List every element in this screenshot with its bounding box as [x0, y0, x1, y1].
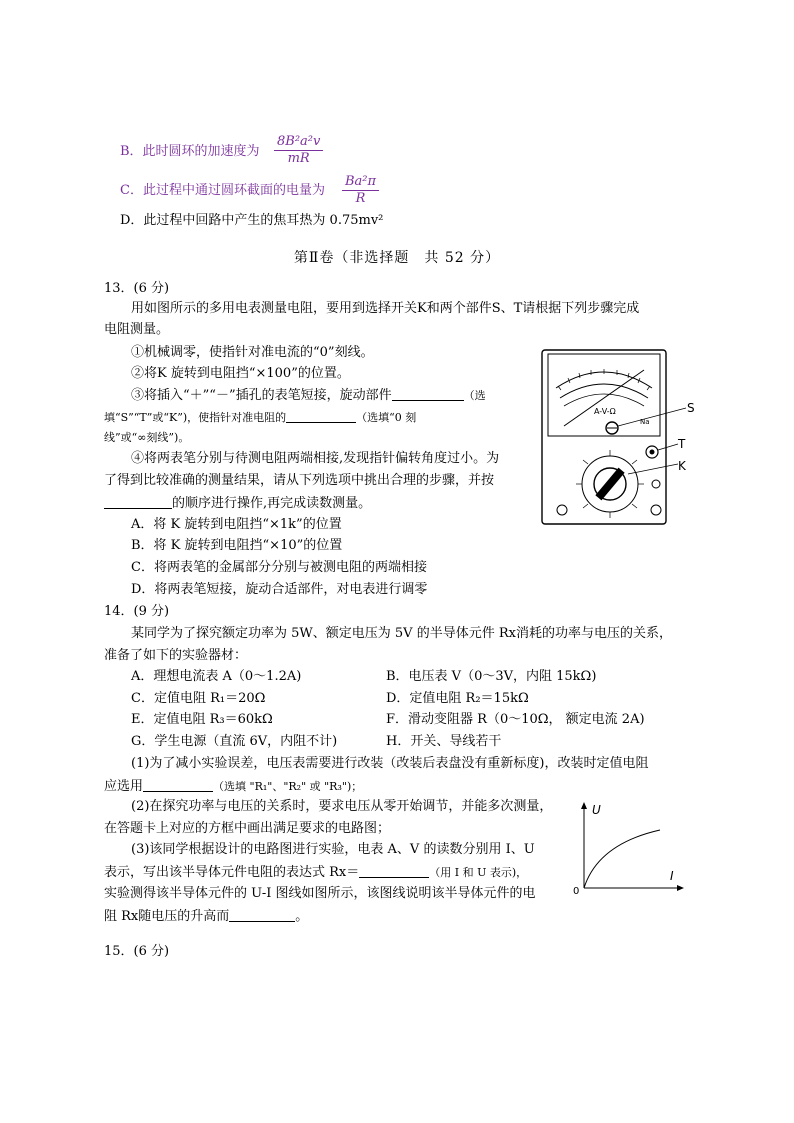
meter-label-k: K [678, 459, 686, 473]
meter-part-t-center [650, 450, 655, 455]
q14-item-a: A．理想电流表 A（0～1.2A) [131, 669, 302, 684]
ui-graph-x-arrow [677, 885, 684, 891]
q13-blank-scale[interactable] [286, 408, 356, 423]
q13-step-4a: ④将两表笔分别与待测电阻两端相接,发现指针偏转角度过小。为 [131, 451, 500, 466]
meter-label-s: S [687, 401, 695, 415]
q14-head: 14．(9 分) [104, 604, 170, 619]
option-c-denominator: R [355, 191, 366, 206]
q14-part-3e: 阻 Rx随电压的升高而 [104, 909, 230, 924]
q14-part-3-line4 [104, 907, 308, 926]
q13-blank-order[interactable] [104, 494, 172, 509]
ui-graph-y-arrow [581, 802, 587, 809]
q13-option-d: D．将两表笔短接，旋动合适部件，对电表进行调零 [131, 582, 428, 597]
option-d: D．此过程中回路中产生的焦耳热为 0.75mv² [120, 213, 384, 228]
q13-step-1: ①机械调零，使指针对准电流的“0”刻线。 [131, 345, 374, 360]
q14-item-h: H．开关、导线若干 [386, 734, 502, 749]
meter-jack-extra[interactable] [652, 480, 660, 488]
ui-graph-x-label: I [670, 869, 674, 883]
q13-intro-1: 用如图所示的多用电表测量电阻，要用到选择开关K和两个部件S、T请根据下列步骤完成 [131, 301, 640, 316]
ui-graph-y-label: U [592, 803, 601, 817]
q14-intro-2: 准备了如下的实验器材： [104, 648, 248, 663]
option-b-label: B．此时圆环的加速度为 [120, 144, 260, 159]
q14-part-3d: 实验测得该半导体元件的 U-I 图线如图所示，该图线说明该半导体元件的电 [104, 886, 536, 901]
q14-part-1a: (1)为了减小实验误差，电压表需要进行改装（改装后表盘没有重新标度)，改装时定值电阻 [131, 756, 649, 771]
q14-part-1c: （选填 "R₁"、"R₂" 或 "R₃")； [213, 780, 363, 793]
option-b [120, 143, 260, 161]
q14-blank-trend[interactable] [229, 907, 295, 922]
q13-step-3a: ③将插入“＋”“－”插孔的表笔短接，旋动部件 [131, 388, 392, 403]
q14-part-3-line2 [104, 863, 527, 882]
q13-step-3e: 线”或“∞刻线”)。 [104, 431, 190, 444]
q13-blank-part[interactable] [392, 386, 464, 401]
q13-step-3c: 填“S”“T”或“K”)，使指针对准电阻的 [104, 411, 287, 424]
section-title: 第Ⅱ卷（非选择题 共 52 分） [293, 250, 501, 266]
q14-blank-resistor[interactable] [143, 777, 213, 792]
q14-part-3f: 。 [295, 909, 309, 924]
q14-item-d: D．定值电阻 R₂＝15kΩ [386, 691, 529, 706]
meter-label-t: T [678, 437, 686, 451]
option-b-fraction [274, 134, 323, 167]
q14-part-3b: 表示，写出该半导体元件电阻的表达式 Rx＝ [104, 865, 360, 880]
q13-step-3-line2 [104, 408, 416, 427]
q14-part-3a: (3)该同学根据设计的电路图进行实验，电表 A、V 的读数分别用 I、U [131, 842, 535, 857]
q13-head: 13．(6 分) [104, 281, 170, 296]
option-c-label: C．此过程中通过圆环截面的电量为 [120, 183, 325, 198]
option-b-denominator: mR [287, 151, 310, 166]
ui-graph-origin: 0 [573, 886, 580, 897]
q13-step-2: ②将K 旋转到电阻挡“×100”的位置。 [131, 366, 350, 381]
q14-item-f: F．滑动变阻器 R（0～10Ω， 额定电流 2A) [386, 712, 645, 727]
q14-part-2a: (2)在探究功率与电压的关系时，要求电压从零开始调节，并能多次测量， [131, 799, 553, 814]
q14-part-1b: 应选用 [104, 779, 144, 794]
q15-head: 15．(6 分) [104, 944, 170, 959]
meter-jack-plus[interactable] [651, 505, 661, 515]
q13-option-a: A．将 K 旋转到电阻挡“×1k”的位置 [131, 517, 342, 532]
meter-na-label: Na [640, 418, 650, 426]
ui-graph [570, 800, 690, 900]
q13-step-4c: 的顺序进行操作,再完成读数测量。 [172, 496, 372, 511]
q13-step-3d: （选填“0 刻 [356, 411, 417, 424]
meter-jack-minus[interactable] [557, 505, 567, 515]
q13-step-4b: 了得到比较准确的测量结果，请从下列选项中挑出合理的步骤，并按 [104, 473, 495, 488]
multimeter-figure [536, 348, 708, 528]
q13-step-3b: （选 [463, 389, 486, 402]
q13-intro-2: 电阻测量。 [104, 322, 170, 337]
q14-blank-expression[interactable] [359, 863, 429, 878]
q14-item-e: E．定值电阻 R₃＝60kΩ [131, 712, 273, 727]
q13-option-c: C．将两表笔的金属部分分别与被测电阻的两端相接 [131, 560, 427, 575]
q14-part-1-line2 [104, 777, 362, 796]
q14-intro-1: 某同学为了探究额定功率为 5W、额定电压为 5V 的半导体元件 Rx消耗的功率与电压的关系， [131, 626, 672, 641]
q13-step-4-line3 [104, 494, 371, 513]
q14-item-g: G．学生电源（直流 6V，内阻不计) [131, 734, 338, 749]
q13-step-3 [131, 386, 486, 405]
option-c-fraction [342, 174, 379, 207]
q14-item-c: C．定值电阻 R₁＝20Ω [131, 691, 266, 706]
q14-part-3c: （用 I 和 U 表示)， [429, 866, 528, 879]
q13-option-b: B．将 K 旋转到电阻挡“×10”的位置 [131, 538, 343, 553]
ui-graph-curve [584, 830, 660, 888]
q14-item-b: B．电压表 V（0～3V，内阻 15kΩ) [386, 669, 597, 684]
q14-part-2b: 在答题卡上对应的方框中画出满足要求的电路图； [104, 821, 391, 836]
option-b-numerator: 8B²a²v [274, 134, 323, 151]
option-c [120, 182, 325, 200]
meter-scale-label: A-V-Ω [594, 407, 616, 416]
option-c-numerator: Ba²π [342, 174, 379, 191]
